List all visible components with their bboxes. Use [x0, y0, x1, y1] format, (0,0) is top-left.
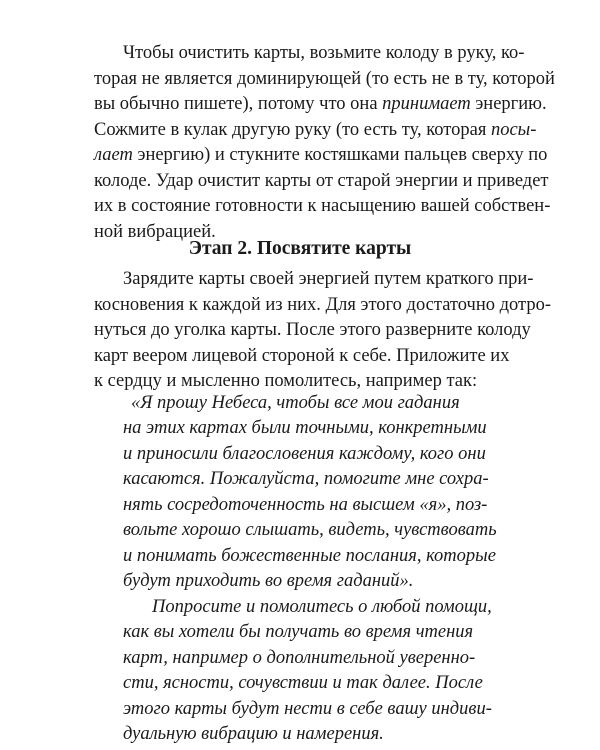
instruction-line: как вы хотели бы получать во время чтения: [123, 622, 474, 642]
paragraph-line: к сердцу и мысленно помолитесь, например так:: [94, 371, 478, 391]
paragraph-line: нуться до уголка карты. После этого разверните колоду: [94, 320, 531, 340]
paragraph-line: Чтобы очистить карты, возьмите колоду в руку, ко-: [123, 43, 525, 63]
emphasis: принимает: [382, 94, 471, 114]
instruction-line: этого карты будут нести в себе вашу индиви-: [123, 699, 492, 719]
instruction-line: дуальную вибрацию и намерения.: [123, 724, 384, 744]
prayer-line: на этих картах были точными, конкретными: [123, 418, 487, 438]
prayer-line: будут приходить во время гаданий».: [123, 571, 414, 591]
prayer-line: касаются. Пожалуйста, помогите мне сохра-: [123, 469, 489, 489]
emphasis: посы-: [490, 120, 537, 140]
instruction-line: сти, ясности, сочувствии и так далее. После: [123, 673, 483, 693]
paragraph-line: Зарядите карты своей энергией путем краткого при-: [123, 269, 534, 289]
paragraph-line: ной вибрацией.: [94, 222, 216, 242]
prayer-line: и понимать божественные послания, которые: [123, 546, 496, 566]
paragraph-line: лает энергию) и стукните костяшками пальцев сверху по: [94, 145, 548, 165]
prayer-line: нять сосредоточенность на высшем «я», поз-: [123, 495, 488, 515]
paragraph-line: колоде. Удар очистит карты от старой энергии и приведет: [94, 171, 549, 191]
emphasis: лает: [94, 145, 133, 165]
prayer-line: «Я прошу Небеса, чтобы все мои гадания: [131, 393, 460, 413]
paragraph-line: косновения к каждой из них. Для этого достаточно дотро-: [94, 295, 552, 315]
paragraph-line: Сожмите в кулак другую руку (то есть ту, которая посы-: [94, 120, 537, 140]
paragraph-line: вы обычно пишете), потому что она принимает энергию.: [94, 94, 547, 114]
paragraph-line: карт веером лицевой стороной к себе. Приложите их: [94, 346, 510, 366]
paragraph-line: их в состояние готовности к насыщению вашей собствен-: [94, 196, 551, 216]
instruction-line: карт, например о дополнительной уверенно-: [123, 648, 476, 668]
prayer-line: вольте хорошо слышать, видеть, чувствовать: [123, 520, 497, 540]
section-heading: Этап 2. Посвятите карты: [188, 238, 412, 259]
prayer-line: и приносили благословения каждому, кого они: [123, 444, 486, 464]
paragraph-line: торая не является доминирующей (то есть не в ту, которой: [94, 69, 555, 89]
instruction-line: Попросите и помолитесь о любой помощи,: [152, 597, 492, 617]
